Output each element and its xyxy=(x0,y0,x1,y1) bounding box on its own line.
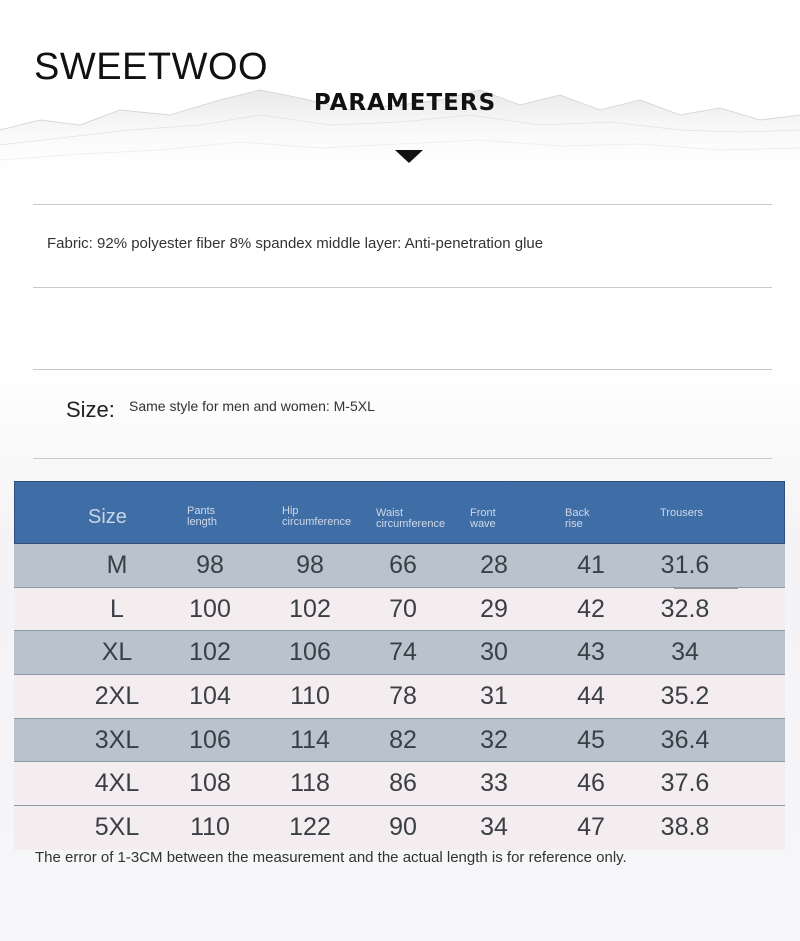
size-description: Same style for men and women: M-5XL xyxy=(129,398,375,414)
cell-hip: 110 xyxy=(290,682,330,711)
cell-pants-length: 108 xyxy=(189,769,231,798)
cell-pants-length: 102 xyxy=(189,638,231,667)
cell-hip: 98 xyxy=(296,551,324,579)
cell-pants-length: 110 xyxy=(190,813,230,842)
cell-hip: 102 xyxy=(289,594,331,623)
cell-waist: 78 xyxy=(389,682,417,711)
size-table xyxy=(14,481,785,850)
measurement-note: The error of 1-3CM between the measurement and the actual length is for reference only. xyxy=(35,849,627,866)
cell-back-rise: 45 xyxy=(577,725,605,754)
cell-back-rise: 44 xyxy=(577,682,605,711)
cell-pants-length: 100 xyxy=(189,594,231,623)
section-heading: PARAMETERS xyxy=(313,90,497,116)
cell-front-wave: 30 xyxy=(480,638,508,667)
cell-pants-length: 98 xyxy=(196,551,224,579)
table-row xyxy=(14,762,785,806)
cell-front-wave: 33 xyxy=(480,769,508,798)
cell-back-rise: 41 xyxy=(577,551,605,579)
cell-trousers: 35.2 xyxy=(660,682,710,711)
cell-waist: 90 xyxy=(389,813,417,842)
cell-hip: 114 xyxy=(290,725,330,754)
cell-trousers: 31.6 xyxy=(660,551,710,579)
table-row xyxy=(14,719,785,763)
cell-trousers: 38.8 xyxy=(660,813,710,842)
table-row xyxy=(14,588,785,632)
cell-trousers: 32.8 xyxy=(660,594,710,623)
table-row xyxy=(14,544,785,588)
cell-size: XL xyxy=(101,638,133,667)
cell-back-rise: 46 xyxy=(577,769,605,798)
header-front-wave: Front wave xyxy=(470,507,496,530)
table-row xyxy=(14,806,785,850)
cell-back-rise: 42 xyxy=(577,594,605,623)
cell-trousers: 37.6 xyxy=(660,769,710,798)
cell-back-rise: 43 xyxy=(577,638,605,667)
cell-hip: 122 xyxy=(289,813,331,842)
cell-waist: 70 xyxy=(389,594,417,623)
cell-size: 3XL xyxy=(94,725,140,754)
cell-hip: 118 xyxy=(290,769,330,798)
table-header xyxy=(14,481,785,544)
divider xyxy=(33,204,772,205)
cell-front-wave: 31 xyxy=(480,682,508,711)
cell-divider xyxy=(674,588,738,589)
cell-size: L xyxy=(110,594,124,623)
cell-size: 2XL xyxy=(94,682,140,711)
divider xyxy=(33,369,772,370)
header-trousers: Trousers xyxy=(660,507,703,519)
fabric-description: Fabric: 92% polyester fiber 8% spandex middle layer: Anti-penetration glue xyxy=(47,235,544,252)
cell-front-wave: 32 xyxy=(480,725,508,754)
cell-hip: 106 xyxy=(289,638,331,667)
cell-size: 4XL xyxy=(94,769,140,798)
cell-pants-length: 106 xyxy=(189,725,231,754)
cell-waist: 74 xyxy=(389,638,417,667)
cell-waist: 82 xyxy=(389,725,417,754)
cell-waist: 66 xyxy=(389,551,417,579)
cell-front-wave: 29 xyxy=(480,594,508,623)
header-waist-circumference: Waist circumference xyxy=(376,507,446,530)
table-row xyxy=(14,631,785,675)
cell-size: 5XL xyxy=(94,813,140,842)
cell-trousers: 34 xyxy=(671,638,699,667)
table-row xyxy=(14,675,785,719)
cell-front-wave: 34 xyxy=(480,813,508,842)
header-size: Size xyxy=(88,506,127,528)
cell-waist: 86 xyxy=(389,769,417,798)
header-hip-circumference: Hip circumference xyxy=(282,505,352,528)
cell-trousers: 36.4 xyxy=(660,725,710,754)
header-pants-length: Pants length xyxy=(187,505,217,528)
size-label: Size: xyxy=(66,397,115,422)
cell-pants-length: 104 xyxy=(189,682,231,711)
cell-back-rise: 47 xyxy=(577,813,605,842)
triangle-down-icon xyxy=(395,150,423,163)
brand-name: SWEETWOO xyxy=(34,46,269,88)
header-back-rise: Back rise xyxy=(565,507,590,530)
cell-front-wave: 28 xyxy=(480,551,508,579)
cell-size: M xyxy=(106,551,128,579)
divider xyxy=(33,458,772,459)
divider xyxy=(33,287,772,288)
